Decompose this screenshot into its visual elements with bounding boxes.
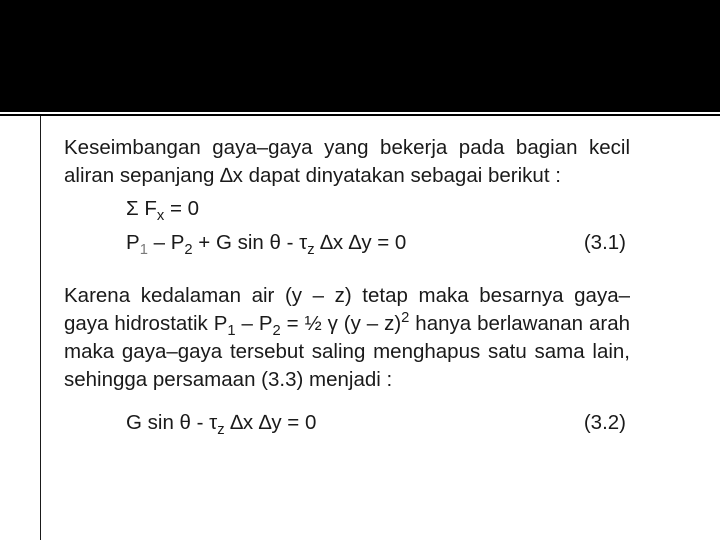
eq-sum-tail: = 0: [164, 197, 200, 220]
eq1-p2-subscript: 2: [184, 242, 193, 259]
para2-square-superscript: 2: [401, 309, 410, 326]
slide-content: [64, 134, 630, 440]
eq1-mid: – P: [147, 231, 185, 254]
eq1-p: P: [126, 231, 140, 254]
eq2-tail: ∆x ∆y = 0: [224, 411, 317, 434]
intro-paragraph: Keseimbangan gaya–gaya yang bekerja pada bagian kecil aliran sepanjang ∆x dapat dinyatakan sebagai berikut :: [64, 136, 630, 187]
para2-text-b: – P: [235, 312, 273, 335]
eq1-tail-b: ∆x ∆y = 0: [314, 231, 407, 254]
eq-sum-subscript: x: [156, 208, 165, 225]
para2-text-a: Karena kedalaman air (y – z) tetap maka besarnya gaya–gaya hidrostatik P: [64, 284, 630, 335]
equation-3-1: [64, 226, 630, 260]
eq2-lead: G sin θ - τ: [126, 411, 218, 434]
hydrostatic-paragraph: [64, 282, 630, 394]
eq-sum-lead: Σ F: [126, 197, 157, 220]
eq1-p1-subscript: 1: [139, 242, 148, 259]
equation-number-3-1: (3.1): [583, 231, 626, 254]
equation-3-2: [64, 406, 630, 440]
para2-text-d: hanya berlawanan arah maka gaya–gaya tersebut saling menghapus satu sama lain, sehingga persamaan (3.3) menjadi :: [64, 312, 631, 391]
eq2-tau-subscript: z: [217, 422, 225, 439]
para2-p2-subscript: 2: [272, 323, 281, 340]
header-band: [0, 0, 720, 112]
eq1-tau-subscript: z: [307, 242, 315, 259]
para2-text-c: = ½ γ (y – z): [280, 312, 402, 335]
equation-sum-fx: [64, 192, 630, 226]
para2-p1-subscript: 1: [227, 323, 236, 340]
eq1-tail-a: + G sin θ - τ: [192, 231, 308, 254]
left-margin-line: [40, 116, 41, 540]
equation-number-3-2: (3.2): [583, 411, 626, 434]
header-divider: [0, 114, 720, 116]
